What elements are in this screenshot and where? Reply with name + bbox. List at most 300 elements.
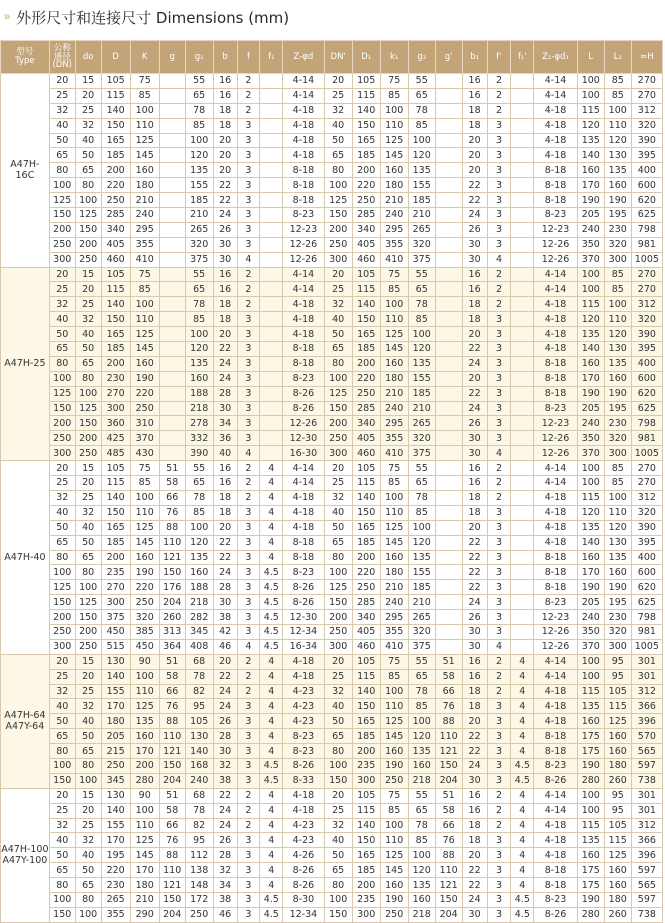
column-header: 型号 Type (1, 41, 50, 74)
table-cell: 3 (237, 744, 260, 759)
table-cell: 110 (130, 312, 159, 327)
table-cell: 20 (213, 133, 237, 148)
table-cell: 250 (101, 758, 130, 773)
table-cell: 135 (604, 163, 631, 178)
table-cell: 100 (75, 193, 101, 208)
table-cell: 3 (237, 208, 260, 223)
table-cell: 295 (380, 610, 408, 625)
table-cell: 190 (577, 580, 604, 595)
table-cell: 50 (49, 848, 75, 863)
table-cell: 375 (101, 610, 130, 625)
table-cell: 110 (435, 729, 462, 744)
table-cell: 175 (577, 863, 604, 878)
table-cell: 140 (101, 297, 130, 312)
table-cell: 165 (352, 133, 380, 148)
table-cell: 4 (511, 848, 534, 863)
table-row (1, 639, 663, 654)
table-cell (435, 118, 462, 133)
table-cell: 300 (324, 639, 352, 654)
table-cell: 4-14 (534, 788, 578, 803)
table-row (1, 699, 663, 714)
table-cell: 78 (185, 297, 213, 312)
table-cell: 240 (577, 416, 604, 431)
table-cell: 40 (213, 446, 237, 461)
table-cell: 28 (213, 386, 237, 401)
table-cell (260, 193, 283, 208)
table-cell: 2 (487, 461, 511, 476)
table-cell (260, 133, 283, 148)
table-cell: 4-14 (283, 74, 325, 89)
table-cell: 100 (577, 282, 604, 297)
table-cell: 4 (260, 863, 283, 878)
table-cell: 410 (130, 252, 159, 267)
table-cell: 350 (577, 431, 604, 446)
table-cell: 160 (604, 565, 631, 580)
table-cell: 18 (462, 818, 487, 833)
table-row (1, 758, 663, 773)
table-cell: 300 (324, 446, 352, 461)
table-cell: 250 (130, 401, 159, 416)
table-cell: 15 (75, 267, 101, 282)
table-cell: 235 (352, 758, 380, 773)
table-cell: 110 (380, 699, 408, 714)
table-cell (260, 416, 283, 431)
table-cell: 282 (185, 610, 213, 625)
table-cell: 65 (408, 803, 435, 818)
table-cell: 160 (604, 878, 631, 893)
table-cell: 155 (185, 178, 213, 193)
table-cell: 3 (487, 222, 511, 237)
table-cell: 250 (324, 237, 352, 252)
page-title: 外形尺寸和连接尺寸 Dimensions (mm) (16, 8, 290, 27)
table-cell: 100 (577, 461, 604, 476)
table-cell: 100 (380, 103, 408, 118)
table-cell: 22 (462, 193, 487, 208)
table-cell: 150 (435, 892, 462, 907)
table-cell: 320 (631, 505, 662, 520)
table-cell: 3 (487, 193, 511, 208)
table-cell: 220 (352, 178, 380, 193)
table-cell: 310 (130, 416, 159, 431)
table-cell: 32 (324, 490, 352, 505)
table-cell: 115 (352, 669, 380, 684)
table-cell (511, 208, 534, 223)
table-cell: 85 (380, 669, 408, 684)
table-cell: 370 (130, 431, 159, 446)
table-cell: 16 (213, 88, 237, 103)
table-cell: 100 (380, 684, 408, 699)
table-cell: 50 (75, 342, 101, 357)
table-cell: 160 (577, 714, 604, 729)
table-cell: 2 (487, 654, 511, 669)
table-cell: 50 (324, 714, 352, 729)
double-chevron-icon: » (4, 11, 9, 23)
table-cell: 25 (49, 476, 75, 491)
table-row (1, 610, 663, 625)
table-cell (511, 610, 534, 625)
table-cell: 2 (237, 669, 260, 684)
table-cell: 100 (75, 773, 101, 788)
table-cell (260, 103, 283, 118)
table-cell: 16 (213, 74, 237, 89)
table-cell: 51 (435, 788, 462, 803)
table-cell: 2 (487, 669, 511, 684)
table-cell: 3 (237, 848, 260, 863)
table-cell (260, 148, 283, 163)
table-cell: 300 (101, 595, 130, 610)
table-cell: 210 (380, 193, 408, 208)
table-cell (435, 624, 462, 639)
table-cell: 160 (130, 550, 159, 565)
table-cell: 125 (75, 401, 101, 416)
table-cell: 8-23 (283, 729, 325, 744)
table-row (1, 744, 663, 759)
table-cell: 18 (462, 103, 487, 118)
table-cell: 100 (49, 758, 75, 773)
table-cell: 3 (237, 892, 260, 907)
table-cell: 390 (631, 327, 662, 342)
table-cell: 320 (604, 624, 631, 639)
table-cell: 4-14 (534, 669, 578, 684)
table-cell: 32 (213, 758, 237, 773)
table-cell: 260 (159, 610, 185, 625)
table-cell (260, 446, 283, 461)
table-cell: 8-18 (283, 163, 325, 178)
table-cell: 597 (631, 892, 662, 907)
table-cell: 200 (49, 610, 75, 625)
type-cell: A47H-25 (1, 267, 50, 461)
table-cell: 65 (185, 476, 213, 491)
table-cell (260, 342, 283, 357)
table-cell: 32 (49, 490, 75, 505)
table-cell: 3 (237, 356, 260, 371)
column-header: L (577, 41, 604, 74)
table-cell: 100 (49, 371, 75, 386)
table-cell: 3 (237, 237, 260, 252)
table-cell: 3 (487, 550, 511, 565)
table-cell: 355 (101, 907, 130, 922)
table-cell: 95 (604, 803, 631, 818)
table-row (1, 803, 663, 818)
table-cell: 4-18 (534, 312, 578, 327)
table-cell (159, 208, 185, 223)
table-cell: 8-26 (283, 580, 325, 595)
table-cell: 3 (237, 624, 260, 639)
table-cell: 4-18 (534, 833, 578, 848)
column-header: DN' (324, 41, 352, 74)
table-cell: 3 (487, 342, 511, 357)
table-cell: 58 (435, 803, 462, 818)
table-cell: 40 (324, 833, 352, 848)
table-cell: 24 (213, 356, 237, 371)
column-header: g (159, 41, 185, 74)
table-cell: 301 (631, 654, 662, 669)
table-cell: 115 (101, 282, 130, 297)
table-row (1, 595, 663, 610)
table-cell: 18 (213, 505, 237, 520)
table-cell: 185 (352, 535, 380, 550)
table-cell: 265 (408, 610, 435, 625)
table-cell: 18 (462, 490, 487, 505)
table-cell: 105 (185, 714, 213, 729)
table-cell: 2 (237, 267, 260, 282)
table-cell: 4-23 (283, 833, 325, 848)
table-cell: 4-18 (534, 327, 578, 342)
table-cell: 340 (352, 610, 380, 625)
table-cell: 85 (380, 282, 408, 297)
table-row (1, 356, 663, 371)
table-cell: 160 (604, 178, 631, 193)
table-cell: 312 (631, 103, 662, 118)
table-cell: 4-14 (534, 803, 578, 818)
column-header: D (101, 41, 130, 74)
table-cell: 210 (380, 580, 408, 595)
table-cell (435, 193, 462, 208)
table-cell: 3 (487, 520, 511, 535)
table-cell (159, 118, 185, 133)
table-cell: 20 (324, 654, 352, 669)
table-cell (511, 252, 534, 267)
table-cell: 2 (237, 654, 260, 669)
table-cell: 8-18 (534, 565, 578, 580)
table-cell: 100 (324, 892, 352, 907)
table-cell: 150 (159, 758, 185, 773)
table-cell: 170 (130, 863, 159, 878)
table-cell (159, 371, 185, 386)
table-cell: 312 (631, 818, 662, 833)
table-cell: 8-18 (534, 580, 578, 595)
table-cell: 4 (237, 446, 260, 461)
table-cell: 185 (352, 863, 380, 878)
table-cell: 355 (380, 237, 408, 252)
table-cell (159, 401, 185, 416)
table-cell: 270 (631, 74, 662, 89)
table-cell: 375 (408, 252, 435, 267)
table-cell: 110 (159, 863, 185, 878)
table-cell: 40 (75, 714, 101, 729)
table-cell: 20 (324, 267, 352, 282)
table-cell: 4 (511, 863, 534, 878)
table-cell: 2 (237, 818, 260, 833)
table-cell: 4 (511, 714, 534, 729)
table-cell (159, 312, 185, 327)
table-cell: 50 (324, 520, 352, 535)
table-cell: 3 (237, 431, 260, 446)
table-cell: 2 (487, 803, 511, 818)
table-cell: 135 (577, 520, 604, 535)
table-cell: 405 (352, 237, 380, 252)
table-cell: 3 (487, 907, 511, 922)
table-cell (511, 118, 534, 133)
table-cell: 80 (324, 550, 352, 565)
table-cell: 18 (213, 312, 237, 327)
table-cell: 110 (435, 863, 462, 878)
table-cell: 100 (380, 818, 408, 833)
table-cell: 400 (631, 356, 662, 371)
table-cell: 2 (487, 818, 511, 833)
table-cell (260, 222, 283, 237)
table-cell: 160 (604, 729, 631, 744)
table-row (1, 193, 663, 208)
table-cell: 425 (101, 431, 130, 446)
table-cell: 2 (487, 788, 511, 803)
table-cell: 218 (185, 401, 213, 416)
table-cell: 4-14 (534, 282, 578, 297)
table-cell (435, 580, 462, 595)
table-cell: 4-23 (283, 818, 325, 833)
table-cell: 30 (213, 744, 237, 759)
table-cell: 3 (237, 878, 260, 893)
table-cell: 3 (237, 520, 260, 535)
table-row (1, 907, 663, 922)
table-cell: 160 (577, 356, 604, 371)
table-cell: 250 (380, 907, 408, 922)
table-cell: 110 (130, 118, 159, 133)
table-cell: 3 (237, 758, 260, 773)
table-cell: 4 (260, 505, 283, 520)
table-cell: 25 (49, 88, 75, 103)
table-cell: 4.5 (260, 907, 283, 922)
table-cell: 115 (352, 803, 380, 818)
table-cell: 4 (511, 744, 534, 759)
table-cell: 145 (380, 535, 408, 550)
table-cell: 125 (130, 833, 159, 848)
column-header: b₁ (462, 41, 487, 74)
table-cell: 150 (324, 773, 352, 788)
table-cell: 100 (577, 788, 604, 803)
table-cell: 190 (577, 386, 604, 401)
table-cell: 265 (101, 892, 130, 907)
type-group (1, 788, 663, 922)
table-cell: 350 (577, 624, 604, 639)
table-cell: 125 (49, 580, 75, 595)
table-cell: 270 (631, 88, 662, 103)
table-cell (435, 610, 462, 625)
table-cell: 78 (408, 103, 435, 118)
table-cell (435, 237, 462, 252)
table-cell: 110 (130, 505, 159, 520)
table-cell: 4-18 (283, 312, 325, 327)
table-cell: 80 (75, 371, 101, 386)
table-cell: 50 (324, 133, 352, 148)
table-cell (260, 297, 283, 312)
table-cell (159, 356, 185, 371)
table-cell: 115 (577, 297, 604, 312)
table-cell: 312 (631, 297, 662, 312)
table-cell: 4 (260, 788, 283, 803)
table-cell: 3 (237, 833, 260, 848)
table-cell: 8-18 (283, 356, 325, 371)
table-cell: 285 (352, 595, 380, 610)
table-cell: 170 (577, 565, 604, 580)
table-row (1, 103, 663, 118)
table-cell: 51 (159, 654, 185, 669)
table-cell: 85 (604, 74, 631, 89)
table-cell: 150 (101, 118, 130, 133)
table-cell (435, 371, 462, 386)
table-cell: 130 (604, 535, 631, 550)
table-cell: 4-14 (534, 654, 578, 669)
table-cell: 22 (462, 178, 487, 193)
table-cell: 230 (604, 222, 631, 237)
table-cell: 20 (75, 669, 101, 684)
table-cell: 4.5 (260, 758, 283, 773)
table-cell: 8-33 (283, 773, 325, 788)
table-cell: 90 (130, 788, 159, 803)
table-cell: 3 (487, 163, 511, 178)
table-row (1, 505, 663, 520)
table-cell: 210 (408, 208, 435, 223)
table-cell: 355 (380, 624, 408, 639)
table-cell: 120 (604, 133, 631, 148)
table-cell: 3 (487, 848, 511, 863)
table-cell: 76 (159, 833, 185, 848)
table-cell: 95 (604, 788, 631, 803)
table-cell: 3 (487, 565, 511, 580)
column-header: g' (435, 41, 462, 74)
table-cell (159, 386, 185, 401)
table-cell: 8-26 (283, 878, 325, 893)
column-header: k₁ (380, 41, 408, 74)
table-cell: 50 (49, 327, 75, 342)
table-row (1, 654, 663, 669)
table-cell: 160 (185, 371, 213, 386)
table-cell: 40 (75, 520, 101, 535)
table-cell: 160 (130, 356, 159, 371)
table-cell: 24 (462, 892, 487, 907)
table-cell: 125 (75, 595, 101, 610)
table-cell (511, 639, 534, 654)
table-cell: 4-18 (283, 490, 325, 505)
table-cell: 75 (380, 74, 408, 89)
table-cell: 110 (380, 312, 408, 327)
table-cell: 240 (380, 595, 408, 610)
table-cell: 100 (185, 520, 213, 535)
table-cell: 16 (462, 267, 487, 282)
table-cell: 204 (435, 907, 462, 922)
table-cell: 100 (577, 669, 604, 684)
table-cell: 175 (577, 729, 604, 744)
table-cell: 3 (237, 178, 260, 193)
table-cell: 160 (380, 550, 408, 565)
table-cell: 18 (462, 505, 487, 520)
table-cell (511, 222, 534, 237)
table-cell: 8-23 (283, 565, 325, 580)
table-cell: 200 (130, 758, 159, 773)
table-cell: 4 (260, 833, 283, 848)
table-cell: 38 (213, 610, 237, 625)
table-cell: 30 (462, 237, 487, 252)
table-cell: 150 (75, 610, 101, 625)
table-cell: 4-23 (283, 699, 325, 714)
table-cell: 145 (130, 342, 159, 357)
table-cell: 4-23 (283, 684, 325, 699)
table-cell: 16 (213, 461, 237, 476)
table-cell: 150 (75, 222, 101, 237)
table-cell (511, 312, 534, 327)
table-cell: 55 (408, 267, 435, 282)
table-cell: 3 (237, 118, 260, 133)
column-header: g₁ (185, 41, 213, 74)
table-cell: 78 (185, 669, 213, 684)
table-cell: 130 (604, 148, 631, 163)
table-cell: 195 (101, 848, 130, 863)
table-cell (159, 178, 185, 193)
table-cell: 125 (130, 699, 159, 714)
table-cell: 150 (159, 892, 185, 907)
table-cell: 16 (462, 461, 487, 476)
table-cell: 40 (49, 833, 75, 848)
